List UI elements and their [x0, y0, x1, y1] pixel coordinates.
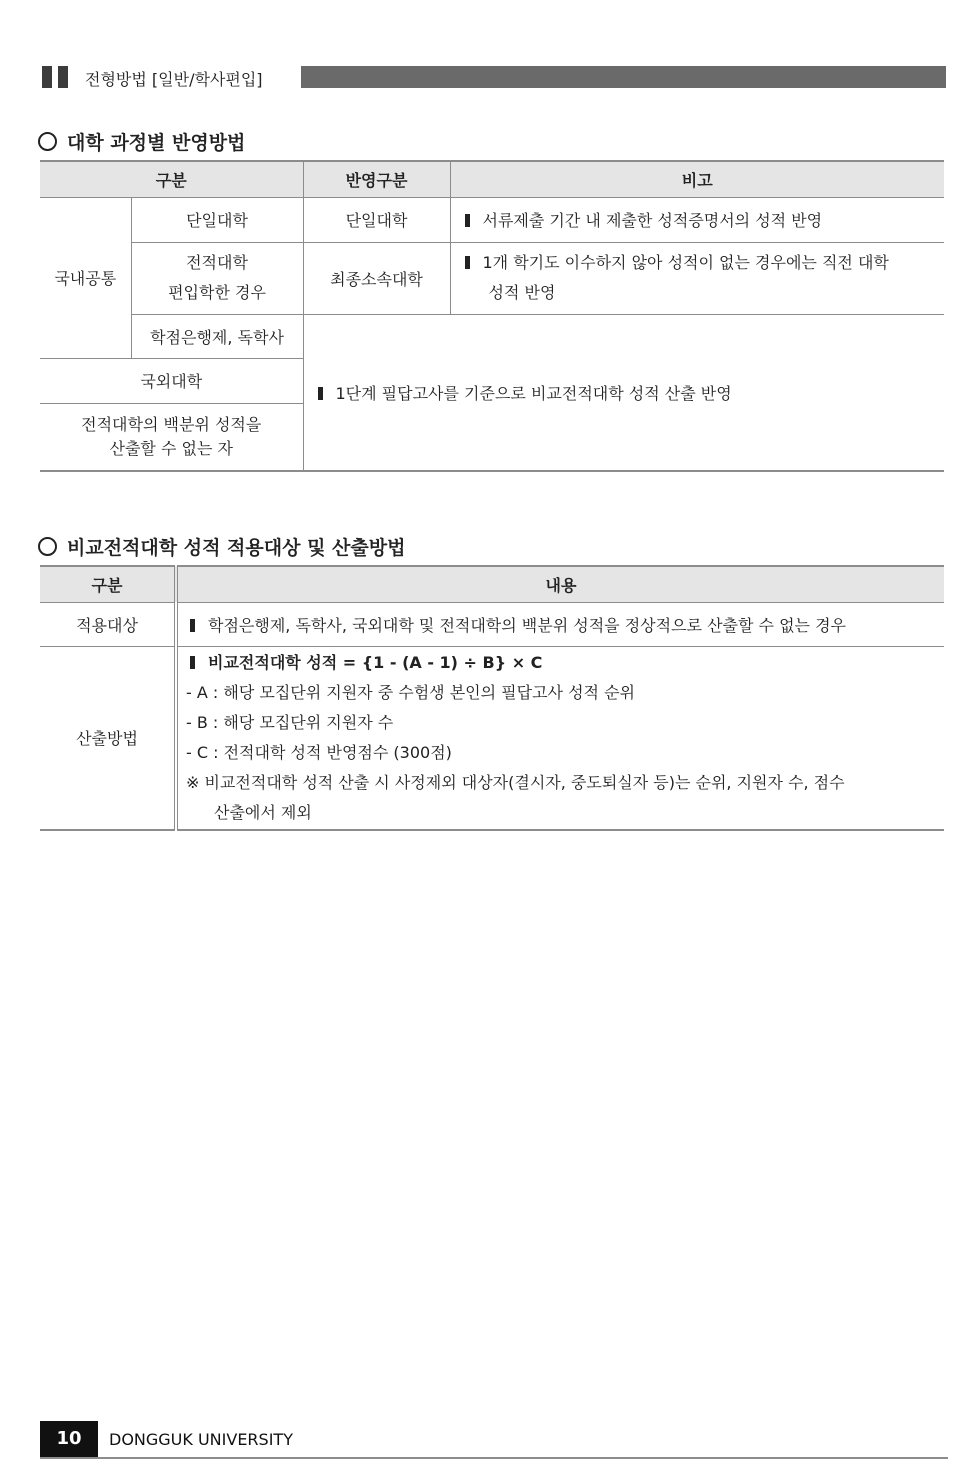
page-number: 10: [40, 1421, 98, 1457]
university-name: DONGGUK UNIVERSITY: [109, 1430, 293, 1449]
merged-note-cell: [303, 314, 944, 471]
note-text: 1개 학기도 이수하지 않아 성적이 없는 경우에는 직전 대학: [482, 253, 889, 272]
note-line: 산출에서 제외: [214, 802, 312, 822]
note-cell: [450, 197, 944, 242]
content-cell: [176, 602, 944, 646]
header-cell: 비고: [450, 161, 944, 197]
note-text: 서류제출 기간 내 제출한 성적증명서의 성적 반영: [482, 211, 823, 230]
header-cell: 구분: [40, 566, 176, 602]
comparison-score-table: [40, 565, 944, 831]
note-cell: [450, 242, 944, 314]
circle-icon: [38, 537, 57, 556]
label-cell: 단일대학: [131, 197, 303, 242]
label-line: 전적대학의 백분위 성적을: [81, 414, 262, 434]
definition-line: - B : 해당 모집단위 지원자 수: [186, 712, 394, 732]
label-cell: 적용대상: [40, 602, 176, 646]
content-cell: [176, 646, 944, 830]
reflection-method-table: [40, 160, 944, 472]
table-header-row: [40, 566, 944, 602]
label-line: 편입학한 경우: [168, 283, 266, 302]
section2-title-text: 비교전적대학 성적 적용대상 및 산출방법: [67, 537, 406, 559]
page-header: [42, 66, 946, 88]
page-footer: [40, 1421, 948, 1459]
table-row: [40, 314, 944, 358]
definition-line: - C : 전적대학 성적 반영점수 (300점): [186, 742, 452, 762]
label-line: 산출할 수 없는 자: [109, 438, 233, 458]
content-text: 학점은행제, 독학사, 국외대학 및 전적대학의 백분위 성적을 정상적으로 산출할 수 없는 경우: [208, 615, 846, 635]
formula-text: 비교전적대학 성적 = {1 - (A - 1) ÷ B} × C: [208, 652, 543, 672]
section2-title: [38, 533, 405, 560]
header-cell: 내용: [176, 566, 944, 602]
type-cell: 최종소속대학: [303, 242, 450, 314]
table-row: [40, 646, 944, 830]
type-cell: 단일대학: [303, 197, 450, 242]
bullet-icon: [465, 214, 470, 227]
note-text: 1단계 필답고사를 기준으로 비교전적대학 성적 산출 반영: [335, 383, 732, 403]
table-row: [40, 602, 944, 646]
note-line: ※ 비교전적대학 성적 산출 시 사정제외 대상자(결시자, 중도퇴실자 등)는 순위, 지원자 수, 점수: [186, 772, 845, 792]
table-row: [40, 242, 944, 314]
formula-line: [186, 648, 944, 678]
bullet-icon: [190, 619, 195, 632]
header-cell: 구분: [40, 161, 303, 197]
definition-line: - A : 해당 모집단위 지원자 중 수험생 본인의 필답고사 성적 순위: [186, 682, 635, 702]
note-line: [465, 248, 937, 278]
section1-title: [38, 128, 245, 155]
label-cell: 국외대학: [40, 358, 303, 403]
bullet-icon: [465, 256, 470, 269]
header-bar: [301, 66, 946, 88]
bullet-icon: [190, 656, 195, 669]
label-cell: 학점은행제, 독학사: [131, 314, 303, 358]
label-cell: 산출방법: [40, 646, 176, 830]
label-line: 전적대학: [186, 253, 248, 272]
header-cell: 반영구분: [303, 161, 450, 197]
header-marker: [42, 66, 52, 88]
header-title: 전형방법 [일반/학사편입]: [85, 70, 263, 89]
label-cell: [40, 403, 303, 471]
section1-title-text: 대학 과정별 반영방법: [67, 132, 246, 154]
note-line: 성적 반영: [488, 283, 556, 302]
table-row: [40, 197, 944, 242]
circle-icon: [38, 132, 57, 151]
table-header-row: [40, 161, 944, 197]
label-cell: [131, 242, 303, 314]
bullet-icon: [318, 387, 323, 400]
group-domestic-cell: 국내공통: [40, 197, 131, 358]
header-marker: [58, 66, 68, 88]
